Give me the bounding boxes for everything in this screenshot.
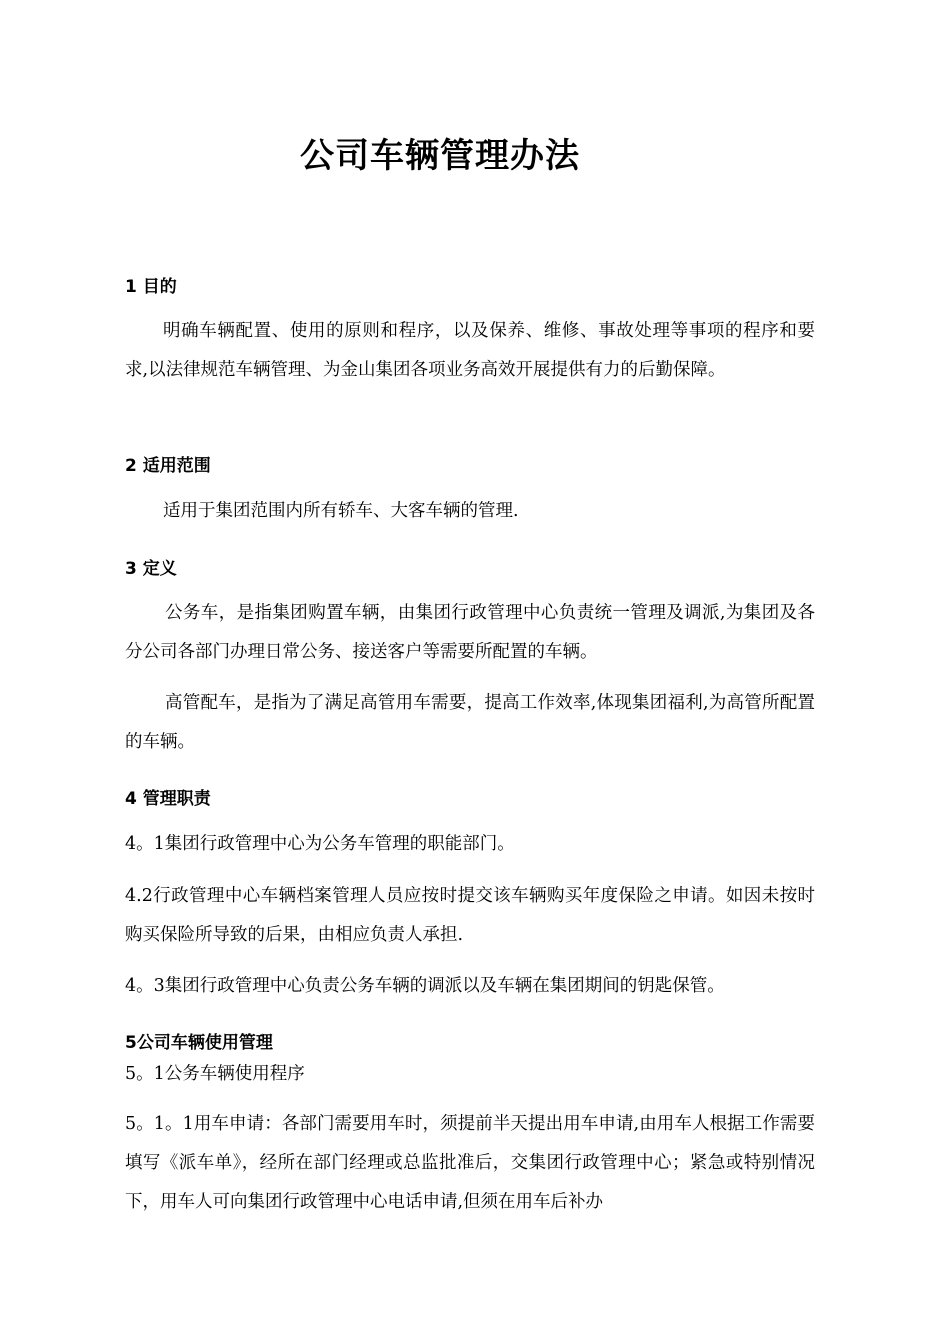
section-paragraph: 4。1集团行政管理中心为公务车管理的职能部门。 xyxy=(125,834,515,854)
section-paragraph: 适用于集团范围内所有轿车、大客车辆的管理. xyxy=(163,501,519,521)
section-heading-responsibilities: 4 管理职责 xyxy=(125,789,211,809)
section-paragraph: 明确车辆配置、使用的原则和程序，以及保养、维修、事故处理等事项的程序和要求,以法律规范车辆管理、为金山集团各项业务高效开展提供有力的后勤保障。 xyxy=(125,321,815,380)
section-paragraph: 5。1。1用车申请：各部门需要用车时，须提前半天提出用车申请,由用车人根据工作需要填写《派车单》，经所在部门经理或总监批准后，交集团行政管理中心；紧急或特别情况下，用车人可向集团行政管理中心电话申请,但须在用车后补办 xyxy=(125,1114,815,1212)
section-heading-definitions: 3 定义 xyxy=(125,559,177,579)
section-heading-vehicle-use: 5公司车辆使用管理 xyxy=(125,1033,273,1053)
section-paragraph: 高管配车，是指为了满足高管用车需要，提高工作效率,体现集团福利,为高管所配置的车辆。 xyxy=(125,693,815,752)
section-paragraph: 4.2行政管理中心车辆档案管理人员应按时提交该车辆购买年度保险之申请。如因未按时购买保险所导致的后果，由相应负责人承担. xyxy=(125,886,815,945)
section-heading-purpose: 1 目的 xyxy=(125,277,177,297)
section-paragraph: 5。1公务车辆使用程序 xyxy=(125,1064,305,1084)
section-heading-scope: 2 适用范围 xyxy=(125,456,211,476)
section-paragraph: 4。3集团行政管理中心负责公务车辆的调派以及车辆在集团期间的钥匙保管。 xyxy=(125,976,725,996)
section-paragraph: 公务车，是指集团购置车辆，由集团行政管理中心负责统一管理及调派,为集团及各分公司各部门办理日常公务、接送客户等需要所配置的车辆。 xyxy=(125,603,815,662)
document-title: 公司车辆管理办法 xyxy=(300,136,580,176)
